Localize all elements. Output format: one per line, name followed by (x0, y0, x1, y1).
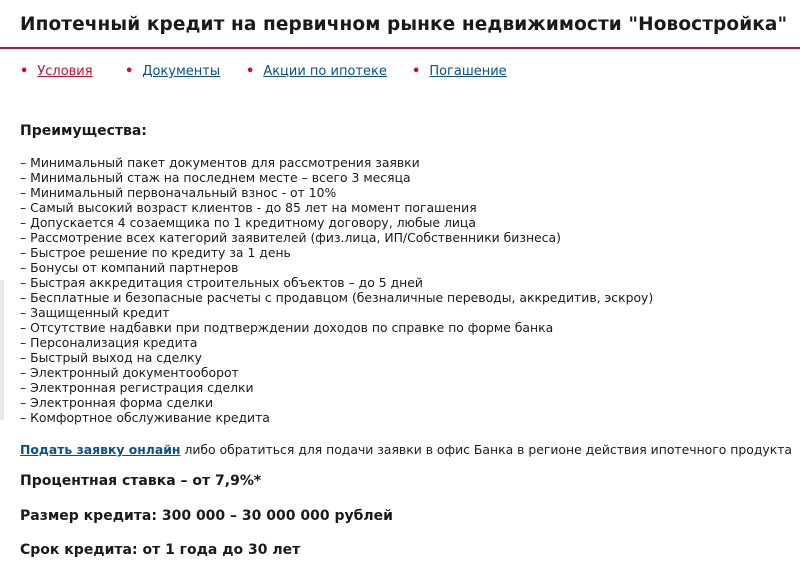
tab-mortgage-promotions[interactable] (246, 64, 387, 79)
list-item: – Защищенный кредит (20, 305, 170, 320)
list-item: – Комфортное обслуживание кредита (20, 410, 270, 425)
apply-online-link[interactable]: Подать заявку онлайн (20, 442, 181, 457)
page-edge-bar (0, 280, 4, 420)
bullet-icon: • (125, 64, 134, 79)
list-item: – Электронная форма сделки (20, 395, 214, 410)
interest-rate: Процентная ставка – от 7,9%* (20, 473, 262, 489)
tab-repayment[interactable] (412, 64, 507, 79)
tab-conditions[interactable] (20, 64, 93, 79)
list-item: – Персонализация кредита (20, 335, 198, 350)
page-title: Ипотечный кредит на первичном рынке недвижимости "Новостройка" (20, 14, 788, 35)
list-item: – Электронный документооборот (20, 365, 239, 380)
list-item: – Минимальный пакет документов для рассмотрения заявки (20, 155, 420, 170)
list-item: – Допускается 4 созаемщика по 1 кредитному договору, любые лица (20, 215, 476, 230)
list-item: – Самый высокий возраст клиентов - до 85 лет на момент погашения (20, 200, 477, 215)
loan-term: Срок кредита: от 1 года до 30 лет (20, 542, 301, 558)
list-item: – Отсутствие надбавки при подтверждении доходов по справке по форме банка (20, 320, 554, 335)
tab-label: Акции по ипотеке (263, 64, 387, 79)
list-item: – Рассмотрение всех категорий заявителей (физ.лица, ИП/Собственники бизнеса) (20, 230, 561, 245)
tab-label: Условия (37, 64, 93, 79)
list-item: – Минимальный первоначальный взнос - от 10% (20, 185, 337, 200)
list-item: – Минимальный стаж на последнем месте – всего 3 месяца (20, 170, 411, 185)
apply-rest-text: либо обратиться для подачи заявки в офис Банка в регионе действия ипотечного продукта (180, 442, 793, 457)
tab-label: Документы (142, 64, 221, 79)
bullet-icon: • (412, 64, 421, 79)
list-item: – Электронная регистрация сделки (20, 380, 254, 395)
list-item: – Быстрая аккредитация строительных объектов – до 5 дней (20, 275, 423, 290)
apply-paragraph (20, 442, 792, 457)
title-divider (0, 47, 800, 49)
list-item: – Бесплатные и безопасные расчеты с продавцом (безналичные переводы, аккредитив, эскроу) (20, 290, 654, 305)
bullet-icon: • (20, 64, 29, 79)
bullet-icon: • (246, 64, 255, 79)
advantages-list (20, 155, 653, 425)
loan-amount: Размер кредита: 300 000 – 30 000 000 рублей (20, 508, 393, 524)
tab-documents[interactable] (125, 64, 220, 79)
tab-label: Погашение (429, 64, 507, 79)
advantages-heading: Преимущества: (20, 123, 147, 139)
list-item: – Быстрый выход на сделку (20, 350, 202, 365)
list-item: – Быстрое решение по кредиту за 1 день (20, 245, 291, 260)
list-item: – Бонусы от компаний партнеров (20, 260, 239, 275)
